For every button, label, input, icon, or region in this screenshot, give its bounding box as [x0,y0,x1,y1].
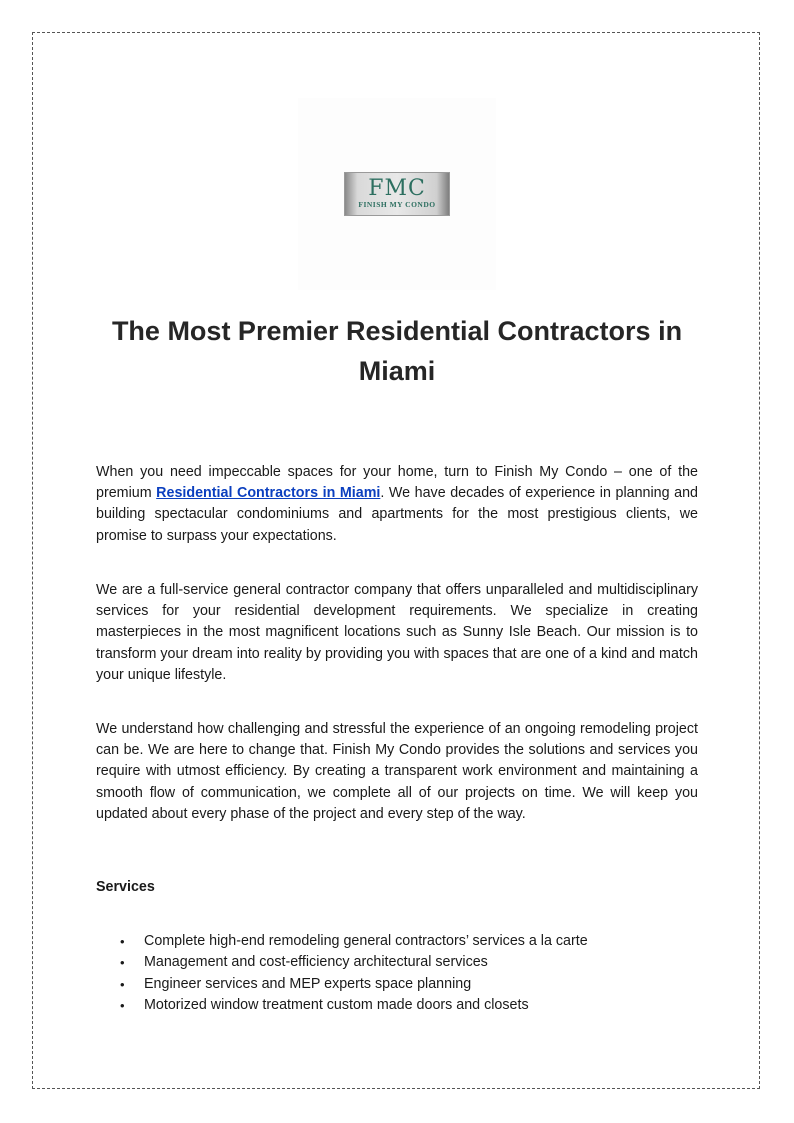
residential-contractors-link[interactable]: Residential Contractors in Miami [156,485,381,502]
fmc-logo [344,172,450,216]
bullet-icon: • [120,976,125,992]
service-item-text: Management and cost-efficiency architectural services [144,954,488,971]
intro-text-before: When you need impeccable spaces for your home, turn to Finish My Condo – one of the premium [96,464,698,502]
bullet-icon: • [120,934,125,949]
logo-main-text: FMC [368,176,426,201]
service-item-text: Motorized window treatment custom made doors and closets [144,996,529,1013]
intro-text-after: . We have decades of experience in planning and building spectacular condominiums and apartments for the most prestigious clients, we promise to surpass your expectations. [96,485,698,544]
list-item [96,995,698,1016]
bullet-icon: • [120,997,125,1013]
list-item [96,974,698,995]
service-item-text: Complete high-end remodeling general contractors’ services a la carte [144,933,588,949]
logo-container [298,98,496,290]
page-title: The Most Premier Residential Contractors in Miami [111,316,683,386]
service-item-text: Engineer services and MEP experts space planning [144,975,472,992]
list-item [96,931,698,952]
bullet-icon: • [120,955,125,971]
remodeling-paragraph: We understand how challenging and stressful the experience of an ongoing remodeling project can be. We are here to change that. Finish My Condo provides the solutions and services you require with utmost efficiency. By creating a transparent work environment and maintaining a smooth flow of communication, we complete all of our projects on time. We will keep you updated about every phase of the project and every step of the way. [96,721,698,822]
logo-sub-text: FINISH MY CONDO [358,200,436,209]
intro-paragraph [96,462,698,547]
services-heading: Services [96,879,155,895]
services-paragraph: We are a full-service general contractor company that offers unparalleled and multidisciplinary services for your residential development requirements. We specialize in creating masterpieces in the most magnificent locations such as Sunny Isle Beach. Our mission is to transform your dream into reality by providing you with spaces that are one of a kind and match your unique lifestyle. [96,582,698,683]
list-item [96,952,698,973]
services-list [96,931,698,1016]
